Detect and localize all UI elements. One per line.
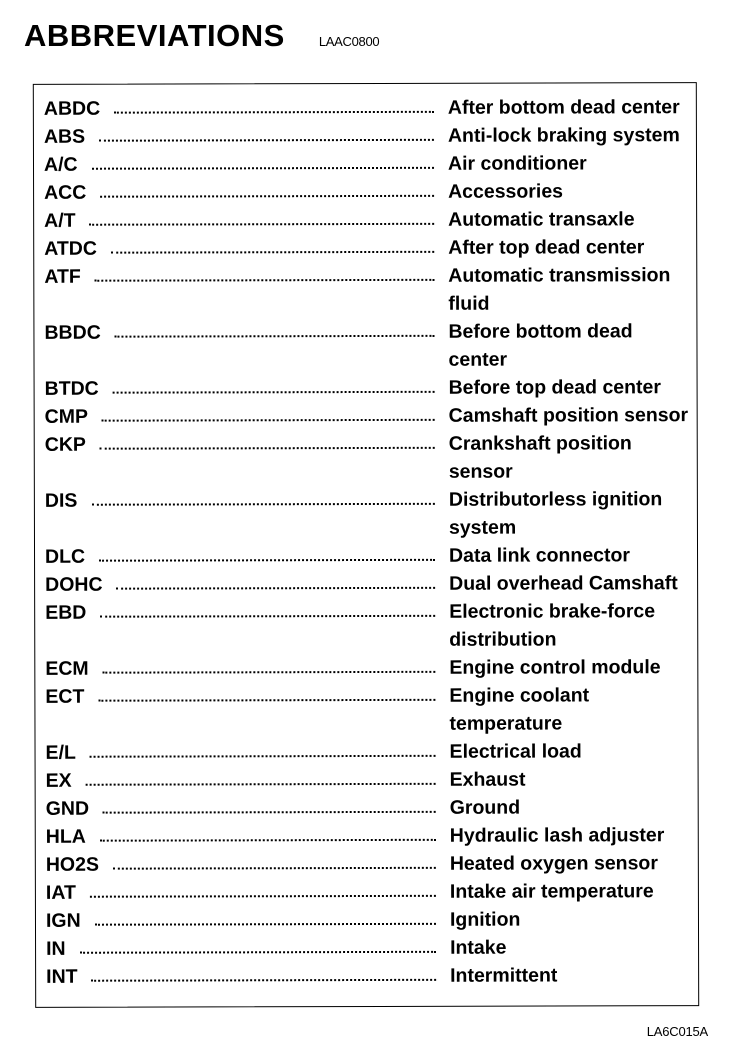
abbreviation-definition (450, 961, 700, 990)
abbreviation-term: EX (45, 769, 72, 792)
definition-line: Distributorless ignition (448, 488, 663, 511)
abbreviation-term: DLC (45, 545, 86, 568)
abbreviation-definition (449, 653, 699, 682)
abbreviation-definition (449, 597, 699, 654)
abbreviation-row (44, 233, 694, 263)
abbreviation-definition (448, 261, 698, 318)
definition-line: temperature (449, 712, 563, 735)
abbreviation-row (46, 849, 696, 879)
dot-leader (100, 839, 436, 842)
abbreviation-definition (448, 177, 698, 206)
dot-leader (100, 615, 435, 618)
dot-leader (92, 503, 435, 506)
abbreviation-term: ATDC (44, 237, 97, 260)
definition-line: Data link connector (448, 544, 631, 567)
abbreviation-definition (448, 317, 698, 374)
abbreviation-row (45, 401, 695, 431)
definition-line: Anti-lock braking system (447, 124, 680, 147)
abbreviation-row (44, 205, 694, 235)
dot-leader (116, 587, 435, 590)
dot-leader (111, 251, 434, 254)
definition-line: Engine control module (449, 656, 661, 679)
abbreviation-definition (450, 933, 700, 962)
definition-line: Air conditioner (447, 152, 587, 175)
definition-line: distribution (449, 628, 557, 651)
abbreviation-row (46, 821, 696, 851)
abbreviation-row (44, 121, 694, 151)
definition-line: Ignition (449, 908, 521, 931)
abbreviation-term: HO2S (45, 853, 99, 876)
dot-leader (92, 167, 434, 170)
dot-leader (98, 699, 435, 702)
abbreviation-row (45, 653, 695, 683)
abbreviations-box (33, 82, 699, 1008)
abbreviation-row (45, 681, 695, 739)
definition-line: Before top dead center (448, 376, 662, 399)
dot-leader (90, 755, 436, 758)
definition-line: Intake (450, 936, 507, 959)
abbreviation-row (45, 373, 695, 403)
abbreviation-term: ECT (45, 685, 85, 708)
abbreviation-term: EBD (45, 601, 87, 624)
dot-leader (102, 671, 435, 674)
abbreviation-definition (449, 429, 699, 486)
definition-line: Crankshaft position (448, 432, 632, 455)
definition-line: Automatic transaxle (448, 208, 635, 231)
definition-line: Exhaust (449, 768, 526, 791)
abbreviation-row (45, 485, 695, 543)
abbreviation-term: DOHC (45, 573, 103, 596)
abbreviations-list (44, 93, 696, 991)
abbreviation-term: E/L (45, 741, 76, 764)
abbreviation-term: INT (46, 965, 78, 988)
definition-line: Electrical load (449, 740, 582, 763)
abbreviation-row (46, 793, 696, 823)
dot-leader (90, 895, 436, 898)
dot-leader (80, 951, 436, 954)
abbreviation-term: CMP (44, 405, 89, 428)
abbreviation-term: CKP (44, 433, 86, 456)
definition-line: Engine coolant (449, 684, 590, 707)
abbreviation-definition (450, 849, 700, 878)
definition-line: Accessories (448, 180, 564, 203)
abbreviation-definition (448, 205, 698, 234)
abbreviation-term: IN (46, 937, 66, 960)
abbreviation-term: DIS (44, 489, 78, 512)
dot-leader (113, 867, 436, 870)
abbreviation-term: ACC (44, 181, 87, 204)
abbreviation-definition (449, 681, 699, 738)
abbreviation-definition (448, 121, 698, 150)
abbreviation-definition (450, 737, 700, 766)
abbreviation-row (44, 93, 694, 123)
abbreviation-term: ATF (44, 265, 81, 288)
dot-leader (95, 923, 436, 926)
abbreviation-row (45, 597, 695, 655)
definition-line: Hydraulic lash adjuster (449, 824, 665, 847)
abbreviation-definition (448, 149, 698, 178)
abbreviation-definition (449, 541, 699, 570)
abbreviation-term: ABDC (43, 97, 101, 120)
abbreviation-term: ECM (45, 657, 89, 680)
dot-leader (113, 391, 435, 394)
abbreviation-definition (449, 485, 699, 542)
dot-leader (102, 419, 435, 422)
abbreviation-row (44, 317, 694, 375)
figure-code: LA6C015A (646, 1024, 708, 1039)
abbreviation-definition (449, 569, 699, 598)
abbreviation-row (46, 905, 696, 935)
abbreviation-term: GND (45, 797, 90, 820)
definition-line: After bottom dead center (447, 96, 680, 119)
abbreviation-row (45, 541, 695, 571)
abbreviation-definition (450, 793, 700, 822)
abbreviation-row (46, 737, 696, 767)
definition-line: Dual overhead Camshaft (449, 572, 678, 595)
abbreviation-row (45, 429, 695, 487)
definition-line: Electronic brake-force (449, 600, 656, 623)
definition-line: After top dead center (448, 236, 645, 259)
abbreviation-row (46, 961, 696, 991)
abbreviation-term: A/T (44, 209, 76, 232)
abbreviation-term: A/C (43, 153, 78, 176)
definition-line: Automatic transmission (448, 264, 671, 287)
section-code: LAAC0800 (318, 34, 380, 49)
definition-line: Intake air temperature (449, 880, 654, 903)
dot-leader (114, 335, 434, 338)
abbreviation-definition (448, 233, 698, 262)
abbreviation-term: IGN (45, 909, 81, 932)
abbreviation-definition (450, 765, 700, 794)
abbreviation-row (46, 765, 696, 795)
dot-leader (114, 111, 434, 114)
dot-leader (89, 223, 434, 226)
dot-leader (103, 811, 436, 814)
dot-leader (100, 447, 435, 450)
page-heading (24, 18, 379, 54)
dot-leader (99, 139, 434, 142)
abbreviation-definition (449, 373, 699, 402)
dot-leader (99, 559, 435, 562)
abbreviation-term: ABS (43, 125, 86, 148)
abbreviation-term: BTDC (44, 377, 99, 400)
definition-line: Before bottom dead (448, 320, 633, 343)
abbreviation-row (44, 149, 694, 179)
abbreviation-row (44, 261, 694, 319)
page-title: ABBREVIATIONS (24, 18, 285, 53)
abbreviation-row (45, 569, 695, 599)
definition-line: system (448, 516, 517, 539)
abbreviation-row (46, 877, 696, 907)
abbreviation-row (46, 933, 696, 963)
definition-line: Intermittent (450, 964, 558, 987)
abbreviation-definition (450, 877, 700, 906)
abbreviation-definition (448, 93, 698, 122)
abbreviation-term: IAT (45, 881, 76, 904)
abbreviation-row (44, 177, 694, 207)
definition-line: sensor (448, 460, 513, 483)
abbreviation-term: BBDC (44, 321, 101, 344)
dot-leader (94, 279, 434, 282)
abbreviation-definition (450, 905, 700, 934)
dot-leader (86, 783, 436, 786)
definition-line: Ground (449, 796, 521, 819)
abbreviation-term: HLA (45, 825, 86, 848)
definition-line: Heated oxygen sensor (449, 852, 658, 875)
dot-leader (91, 979, 436, 982)
definition-line: center (448, 348, 508, 371)
dot-leader (100, 195, 434, 198)
definition-line: fluid (448, 292, 490, 315)
abbreviation-definition (449, 401, 699, 430)
definition-line: Camshaft position sensor (448, 404, 689, 427)
abbreviation-definition (450, 821, 700, 850)
